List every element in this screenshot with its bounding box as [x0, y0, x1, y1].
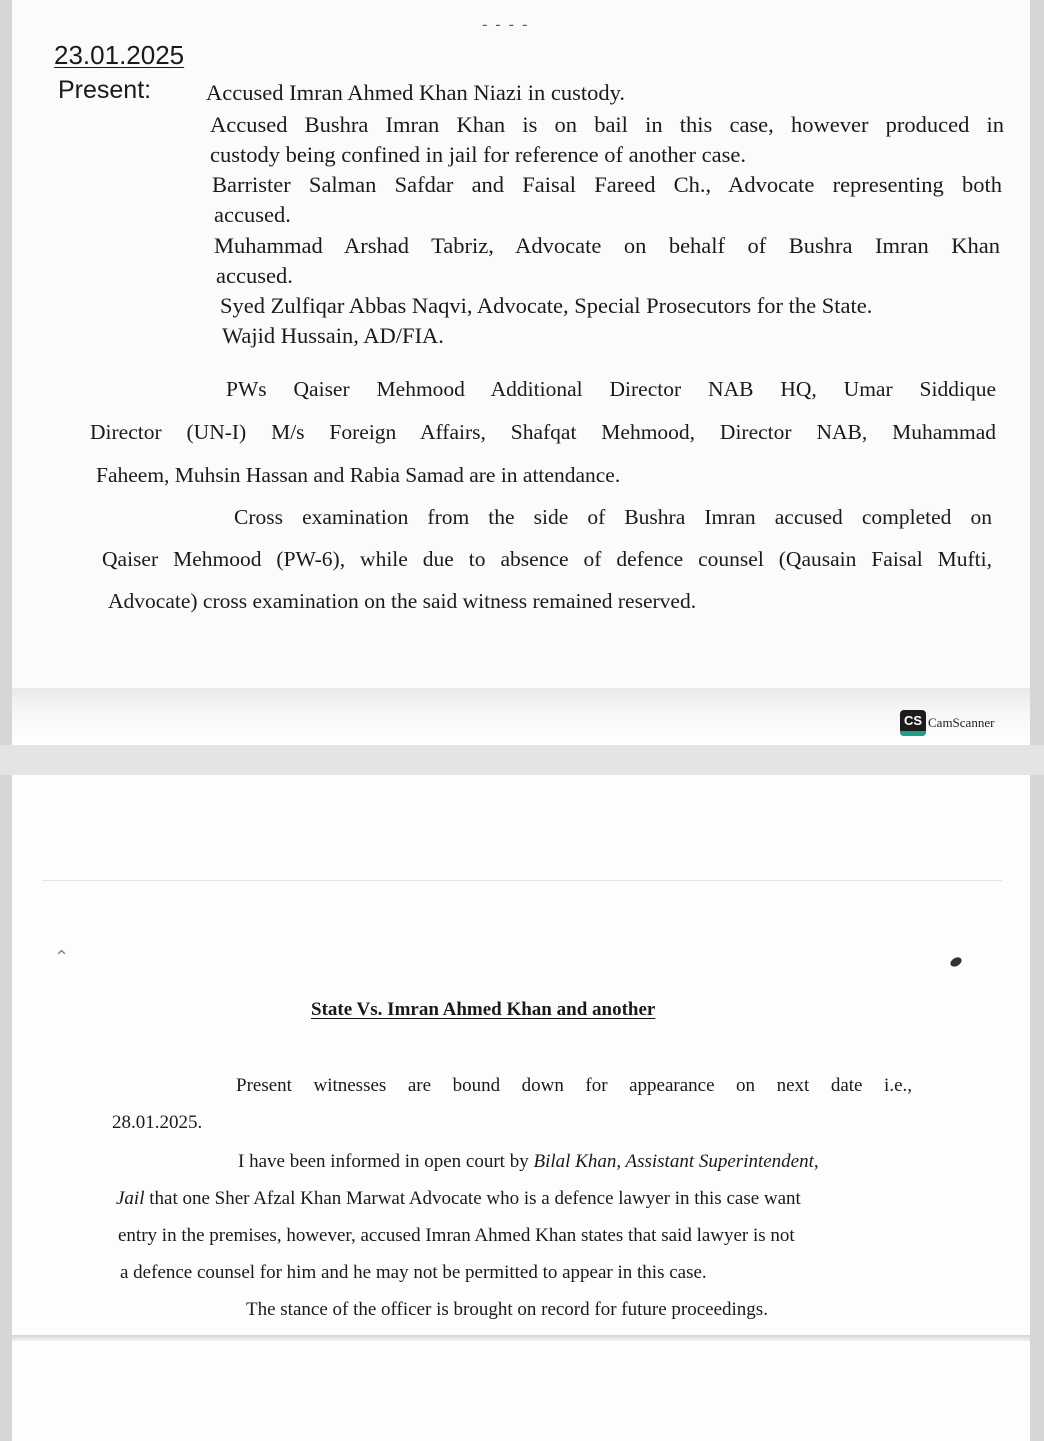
- witness-paragraph-line-2: 28.01.2025.: [112, 1112, 203, 1133]
- scan-mark-left: ⌃: [54, 947, 70, 967]
- present-line-2: Accused Bushra Imran Khan is on bail in this case, however produced in: [210, 112, 1004, 137]
- cross-paragraph-line-2: Qaiser Mehmood (PW-6), while due to absence of defence counsel (Qausain Faisal Mufti,: [102, 547, 992, 571]
- page-fold-shadow: [12, 688, 1030, 745]
- present-line-9: Wajid Hussain, AD/FIA.: [222, 323, 444, 348]
- header-marks: - - - -: [482, 16, 530, 33]
- document-page-1: [12, 0, 1030, 745]
- present-line-7: accused.: [216, 263, 293, 288]
- pws-paragraph-line-1: PWs Qaiser Mehmood Additional Director NAB HQ, Umar Siddique: [226, 377, 996, 401]
- case-title: State Vs. Imran Ahmed Khan and another: [311, 999, 656, 1020]
- informed-paragraph-line-2: Jail that one Sher Afzal Khan Marwat Advocate who is a defence lawyer in this case want: [116, 1188, 801, 1209]
- page-gap: [0, 745, 1044, 775]
- pws-paragraph-line-2: Director (UN-I) M/s Foreign Affairs, Shafqat Mehmood, Director NAB, Muhammad: [90, 420, 996, 444]
- pws-paragraph-line-3: Faheem, Muhsin Hassan and Rabia Samad are in attendance.: [96, 463, 621, 487]
- present-line-4: Barrister Salman Safdar and Faisal Fareed Ch., Advocate representing both: [212, 172, 1002, 197]
- camscanner-label: CamScanner: [928, 715, 995, 730]
- camscanner-logo-icon: CS: [900, 710, 926, 736]
- informed-paragraph-line-4: a defence counsel for him and he may not be permitted to appear in this case.: [120, 1262, 707, 1283]
- camscanner-watermark: [900, 710, 994, 736]
- informed-paragraph-line-3: entry in the premises, however, accused Imran Ahmed Khan states that said lawyer is not: [118, 1225, 795, 1246]
- ink-dot: [949, 956, 963, 969]
- stance-line: The stance of the officer is brought on record for future proceedings.: [246, 1299, 768, 1320]
- present-line-3: custody being confined in jail for reference of another case.: [210, 142, 747, 167]
- present-label: Present:: [58, 76, 152, 104]
- informed-paragraph-line-1: I have been informed in open court by Bilal Khan, Assistant Superintendent,: [238, 1151, 819, 1172]
- document-page-2: [12, 775, 1030, 1441]
- witness-paragraph-line-1: Present witnesses are bound down for appearance on next date i.e.,: [236, 1075, 912, 1096]
- present-line-1: Accused Imran Ahmed Khan Niazi in custody.: [206, 80, 626, 105]
- present-line-5: accused.: [214, 202, 291, 227]
- present-line-8: Syed Zulfiqar Abbas Naqvi, Advocate, Special Prosecutors for the State.: [220, 293, 873, 318]
- scan-artifact-line: [42, 880, 1002, 881]
- present-line-6: Muhammad Arshad Tabriz, Advocate on behalf of Bushra Imran Khan: [214, 233, 1000, 258]
- cross-paragraph-line-1: Cross examination from the side of Bushra Imran accused completed on: [234, 505, 992, 529]
- order-date: 23.01.2025: [54, 40, 185, 70]
- page-fold-shadow-2: [12, 1335, 1030, 1341]
- cross-paragraph-line-3: Advocate) cross examination on the said witness remained reserved.: [108, 589, 697, 613]
